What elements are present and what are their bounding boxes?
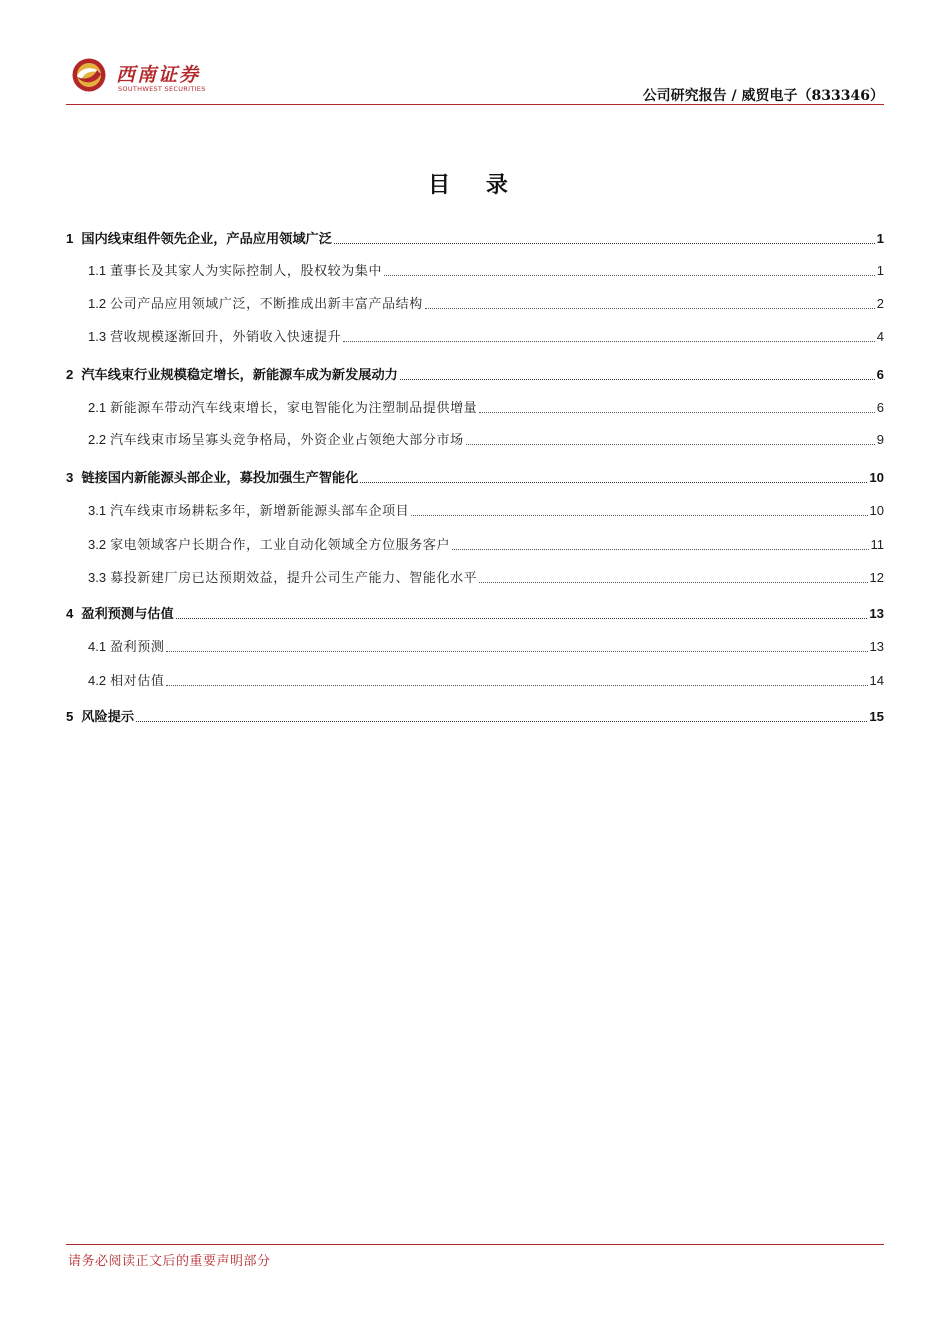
- toc-entry-number: 1.3: [88, 329, 107, 344]
- toc-entry-page: 14: [869, 673, 884, 688]
- footer-divider: [66, 1244, 884, 1245]
- toc-dot-leader: [176, 618, 868, 619]
- toc-section-entry[interactable]: [66, 397, 884, 416]
- toc-dot-leader: [166, 651, 867, 652]
- toc-entry-page: 1: [876, 263, 884, 278]
- toc-dot-leader: [479, 412, 874, 413]
- brand-name-cn: 西南证券: [116, 64, 201, 86]
- toc-entry-number: 1.1: [88, 263, 107, 278]
- toc-entry-page: 13: [869, 606, 884, 621]
- toc-chapter-entry[interactable]: [66, 603, 884, 622]
- toc-dot-leader: [400, 379, 875, 380]
- toc-entry-title: 董事长及其家人为实际控制人，股权较为集中: [110, 264, 383, 279]
- brand-name-en: SOUTHWEST SECURITIES: [118, 85, 206, 93]
- toc-section-entry[interactable]: [66, 670, 884, 689]
- toc-entry-title: 盈利预测与估值: [81, 607, 174, 622]
- toc-section-entry[interactable]: [66, 534, 884, 553]
- toc-entry-number: 1.2: [88, 296, 107, 311]
- toc-chapter-entry[interactable]: [66, 706, 884, 725]
- toc-dot-leader: [384, 275, 875, 276]
- toc-entry-number: 2.2: [88, 432, 107, 447]
- toc-dot-leader: [334, 243, 875, 244]
- toc-entry-title: 新能源车带动汽车线束增长，家电智能化为注塑制品提供增量: [110, 401, 478, 416]
- toc-entry-title: 公司产品应用领域广泛，不断推成出新丰富产品结构: [110, 297, 423, 312]
- toc-entry-title: 汽车线束市场呈寡头竞争格局，外资企业占领绝大部分市场: [110, 433, 464, 448]
- toc-title: 目 录: [428, 172, 522, 198]
- toc-entry-page: 2: [876, 296, 884, 311]
- toc-entry-title: 募投新建厂房已达预期效益，提升公司生产能力、智能化水平: [110, 571, 478, 586]
- footer-disclaimer: 请务必阅读正文后的重要声明部分: [68, 1254, 271, 1269]
- toc-entry-page: 6: [876, 367, 884, 382]
- toc-entry-number: 3.2: [88, 537, 107, 552]
- toc-dot-leader: [360, 482, 867, 483]
- toc-dot-leader: [425, 308, 875, 309]
- toc-entry-page: 13: [869, 639, 884, 654]
- toc-entry-title: 营收规模逐渐回升，外销收入快速提升: [110, 330, 342, 345]
- toc-entry-title: 家电领域客户长期合作，工业自动化领域全方位服务客户: [110, 538, 451, 553]
- toc-chapter-entry[interactable]: [66, 467, 884, 486]
- toc-section-entry[interactable]: [66, 293, 884, 312]
- toc-entry-title: 国内线束组件领先企业，产品应用领域广泛: [81, 232, 332, 247]
- toc-entry-number: 5: [66, 709, 74, 724]
- toc-entry-number: 3.1: [88, 503, 107, 518]
- toc-entry-number: 1: [66, 231, 74, 246]
- header-divider: [66, 104, 884, 105]
- toc-entry-page: 11: [870, 537, 884, 552]
- page-header: [66, 55, 884, 105]
- toc-dot-leader: [343, 341, 874, 342]
- toc-entry-page: 15: [869, 709, 884, 724]
- toc-entry-page: 12: [869, 570, 884, 585]
- toc-entry-number: 3: [66, 470, 74, 485]
- toc-entry-page: 10: [869, 503, 884, 518]
- toc-section-entry[interactable]: [66, 326, 884, 345]
- toc-dot-leader: [466, 444, 875, 445]
- toc-dot-leader: [452, 549, 868, 550]
- toc-section-entry[interactable]: [66, 429, 884, 448]
- report-category: 公司研究报告 / 威贸电子（833346）: [642, 88, 884, 104]
- toc-entry-page: 4: [876, 329, 884, 344]
- toc-entry-page: 6: [876, 400, 884, 415]
- toc-entry-page: 9: [876, 432, 884, 447]
- logo-emblem-icon: [72, 58, 106, 92]
- toc-entry-number: 2.1: [88, 400, 107, 415]
- toc-entry-number: 4.2: [88, 673, 107, 688]
- toc-entry-page: 1: [876, 231, 884, 246]
- brand-logo: [72, 58, 262, 98]
- toc-entry-title: 链接国内新能源头部企业，募投加强生产智能化: [81, 471, 359, 486]
- toc-entry-page: 10: [869, 470, 884, 485]
- toc-chapter-entry[interactable]: [66, 228, 884, 247]
- toc-entry-title: 汽车线束行业规模稳定增长，新能源车成为新发展动力: [81, 368, 398, 383]
- toc-entry-number: 3.3: [88, 570, 107, 585]
- toc-entry-title: 盈利预测: [110, 640, 165, 655]
- toc-entry-number: 2: [66, 367, 74, 382]
- toc-entry-number: 4.1: [88, 639, 107, 654]
- toc-dot-leader: [479, 582, 867, 583]
- toc-section-entry[interactable]: [66, 567, 884, 586]
- toc-entry-title: 风险提示: [81, 710, 135, 725]
- toc-entry-title: 相对估值: [110, 674, 165, 689]
- toc-entry-title: 汽车线束市场耕耘多年，新增新能源头部车企项目: [110, 504, 410, 519]
- toc-section-entry[interactable]: [66, 500, 884, 519]
- toc-dot-leader: [166, 685, 867, 686]
- toc-section-entry[interactable]: [66, 260, 884, 279]
- toc-section-entry[interactable]: [66, 636, 884, 655]
- toc-chapter-entry[interactable]: [66, 364, 884, 383]
- toc-dot-leader: [411, 515, 867, 516]
- toc-dot-leader: [136, 721, 867, 722]
- toc-entry-number: 4: [66, 606, 74, 621]
